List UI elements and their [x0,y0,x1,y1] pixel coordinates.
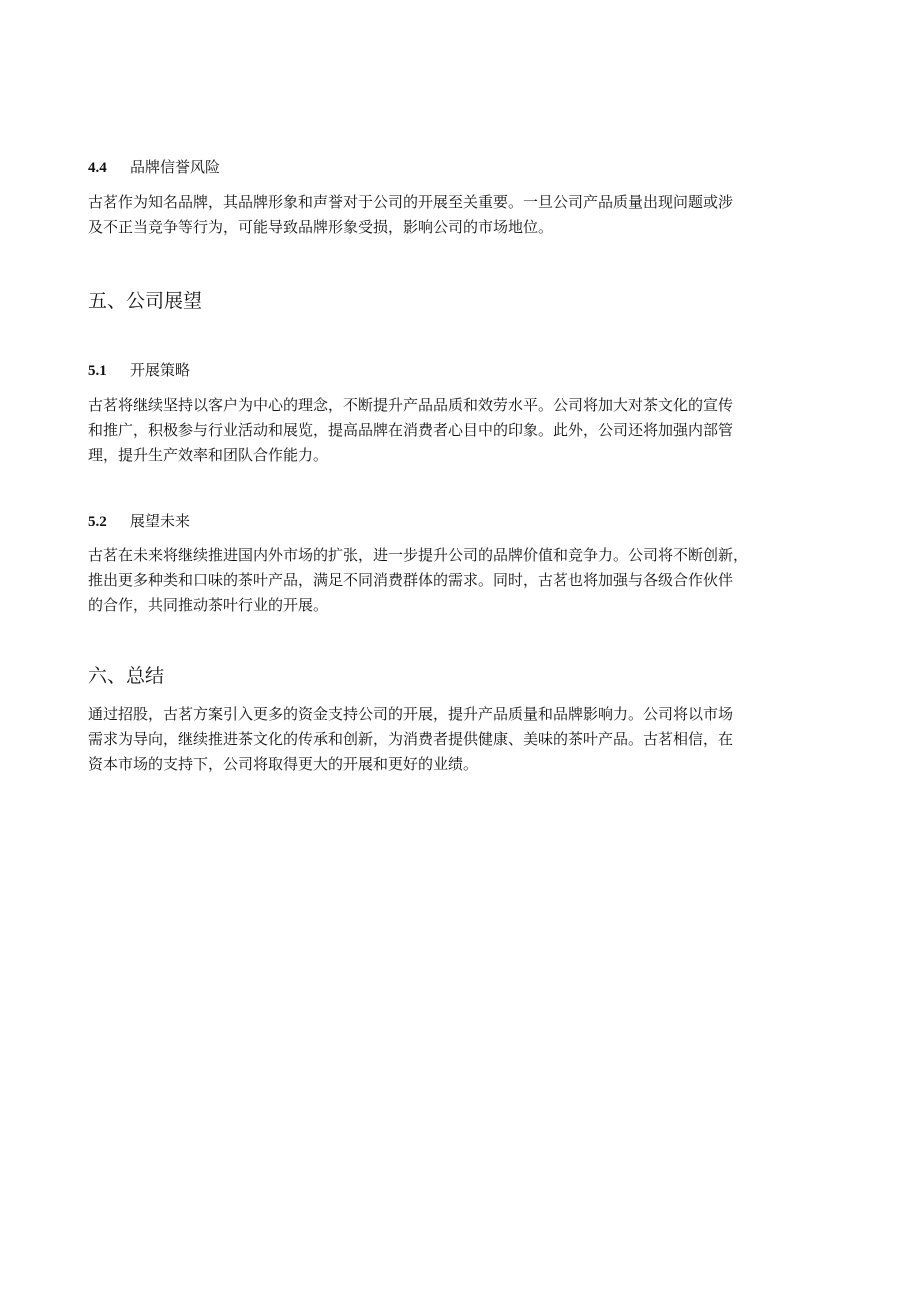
paragraph-line: 的合作，共同推动茶叶行业的开展。 [88,596,329,614]
subsection-heading-5-2 [88,511,833,532]
subsection-number: 4.4 [88,160,107,176]
paragraph-line: 通过招股，古茗方案引入更多的资金支持公司的开展，提升产品质量和品牌影响力。公司将以市场 [88,705,734,723]
paragraph-line: 需求为导向，继续推进茶文化的传承和创新，为消费者提供健康、美味的茶叶产品。古茗相信，在 [88,730,734,748]
subsection-heading-4-4 [88,157,833,178]
subsection-title: 开展策略 [130,361,191,379]
paragraph-line: 古茗作为知名品牌，其品牌形象和声誉对于公司的开展至关重要。一旦公司产品质量出现问题或涉 [88,193,734,211]
paragraph-6 [88,702,833,777]
section-heading-5: 五、公司展望 [88,290,203,312]
paragraph-5-2 [88,543,833,618]
paragraph-line: 和推广，积极参与行业活动和展览，提高品牌在消费者心目中的印象。此外，公司还将加强内部管 [88,421,734,439]
subsection-title: 品牌信誉风险 [130,158,221,176]
paragraph-line: 古茗在未来将继续推进国内外市场的扩张，进一步提升公司的品牌价值和竞争力。公司将不断创新， [88,546,749,564]
section-heading-6: 六、总结 [88,665,165,687]
paragraph-5-1 [88,393,833,468]
paragraph-line: 理，提升生产效率和团队合作能力。 [88,446,329,464]
paragraph-line: 资本市场的支持下，公司将取得更大的开展和更好的业绩。 [88,755,479,773]
subsection-number: 5.1 [88,363,107,379]
paragraph-line: 及不正当竞争等行为，可能导致品牌形象受损，影响公司的市场地位。 [88,218,554,236]
paragraph-4-4 [88,190,833,240]
paragraph-line: 推出更多种类和口味的茶叶产品，满足不同消费群体的需求。同时，古茗也将加强与各级合作伙伴 [88,571,734,589]
paragraph-line: 古茗将继续坚持以客户为中心的理念，不断提升产品品质和效劳水平。公司将加大对茶文化的宣传 [88,396,734,414]
subsection-heading-5-1 [88,360,833,381]
subsection-number: 5.2 [88,514,107,530]
subsection-title: 展望未来 [130,512,191,530]
